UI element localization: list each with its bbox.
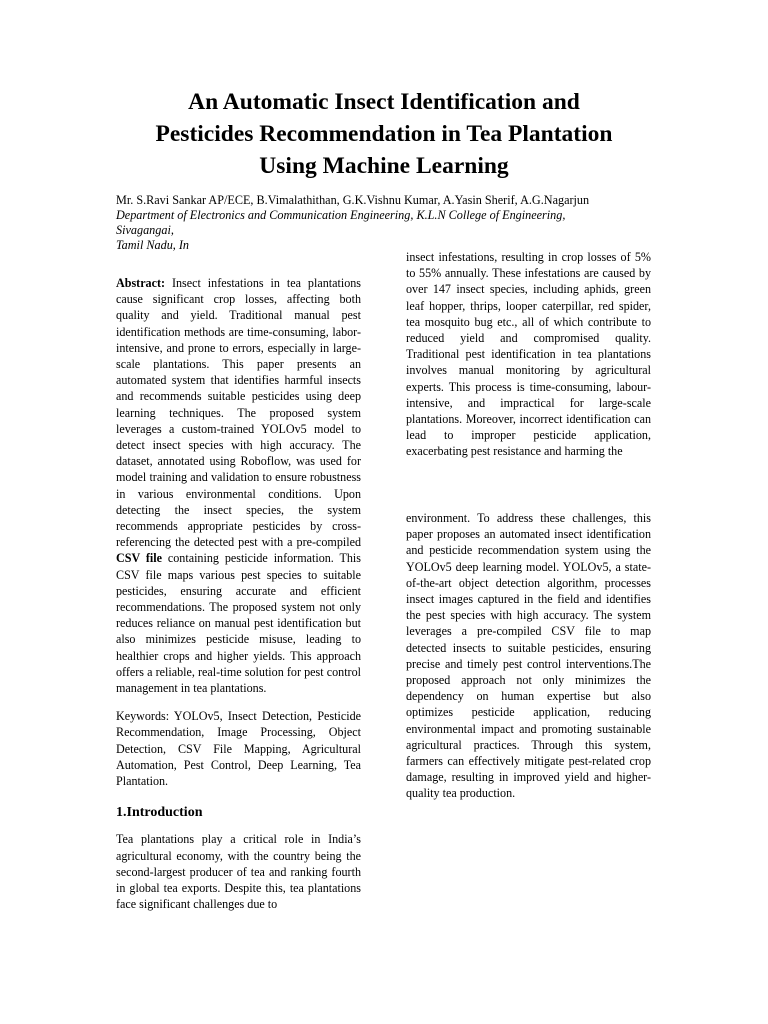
abstract-paragraph [116, 275, 361, 696]
keywords-paragraph: Keywords: YOLOv5, Insect Detection, Pesticide Recommendation, Image Processing, Object Detection, CSV File Mapping, Agricultural Automation, Pest Control, Deep Learning, Tea Plantation. [116, 709, 361, 789]
title-line: Pesticides Recommendation in Tea Plantation [155, 121, 613, 147]
paper-title [60, 86, 708, 182]
introduction-heading: 1.Introduction [116, 805, 203, 821]
abstract-bold-term: CSV file [116, 551, 162, 566]
abstract-label: Abstract: [116, 276, 166, 290]
right-top-paragraph: insect infestations, resulting in crop losses of 5% to 55% annually. These infestations are caused by over 147 insect species, including aphids, green leaf hopper, thrips, looper caterpillar, red spider, tea mosquito bug etc., all of which contribute to reduced yield and compromised quality. Traditional pest identification in tea plantations involves manual monitoring by agricultural experts. This process is time-consuming, labour-intensive, and impractical for large-scale plantations. Moreover, incorrect identification can lead to improper pesticide application, exacerbating pest resistance and harming the [406, 250, 651, 459]
abstract-text-part2: containing pesticide information. This CSV file maps various pest species to suitable pesticides, ensuring accurate and efficient recommendations. The proposed system not only reduces reliance on manual pest identification but also minimizes pesticide misuse, leading to healthier crops and higher yields. This approach offers a reliable, real-time solution for pest control management in tea plantations. [116, 551, 361, 696]
introduction-paragraph: Tea plantations play a critical role in India’s agricultural economy, with the country being the second-largest producer of tea and ranking fourth in global tea exports. Despite this, tea plantations face significant challenges due to [116, 832, 361, 912]
right-column-top [406, 249, 651, 460]
affiliation-line: Department of Electronics and Communication Engineering, K.L.N College of Engineering, [116, 208, 566, 222]
left-column [116, 275, 361, 912]
title-line: An Automatic Insect Identification and [188, 89, 580, 115]
title-line: Using Machine Learning [259, 153, 509, 179]
affiliation-line: Tamil Nadu, In [116, 238, 190, 252]
right-column-bottom [406, 510, 651, 802]
abstract-text-part1: Insect infestations in tea plantations cause significant crop losses, affecting both quality and yield. Traditional manual pest identification methods are time-consuming, labor-intensive, and prone to errors, especially in large-scale plantations. This paper presents an automated system that identifies harmful insects and recommends suitable pesticides using deep learning techniques. The proposed system leverages a custom-trained YOLOv5 model to detect insect species with high accuracy. The dataset, annotated using Roboflow, was used for model training and validation to ensure robustness in various environmental conditions. Upon detecting the insect species, the system recommends appropriate pesticides by cross-referencing the detected pest with a pre-compiled [116, 276, 361, 550]
affiliation-line: Sivagangai, [116, 223, 174, 237]
author-names: Mr. S.Ravi Sankar AP/ECE, B.Vimalathithan, G.K.Vishnu Kumar, A.Yasin Sherif, A.G.Nagarjun [116, 193, 590, 207]
right-bottom-paragraph: environment. To address these challenges, this paper proposes an automated insect identification and pesticide recommendation system using the YOLOv5 deep learning model. YOLOv5, a state-of-the-art object detection algorithm, processes insect images captured in the field and identifies the pest species with high accuracy. The system leverages a pre-compiled CSV file to map detected insects to suitable pesticides, ensuring precise and timely pest control interventions.The proposed approach not only minimizes the dependency on human expertise but also optimizes pesticide application, reducing environmental impact and promoting sustainable agricultural practices. Through this system, farmers can effectively mitigate pest-related crop damage, resulting in improved yield and higher-quality tea production. [406, 511, 651, 801]
author-block [116, 193, 676, 253]
